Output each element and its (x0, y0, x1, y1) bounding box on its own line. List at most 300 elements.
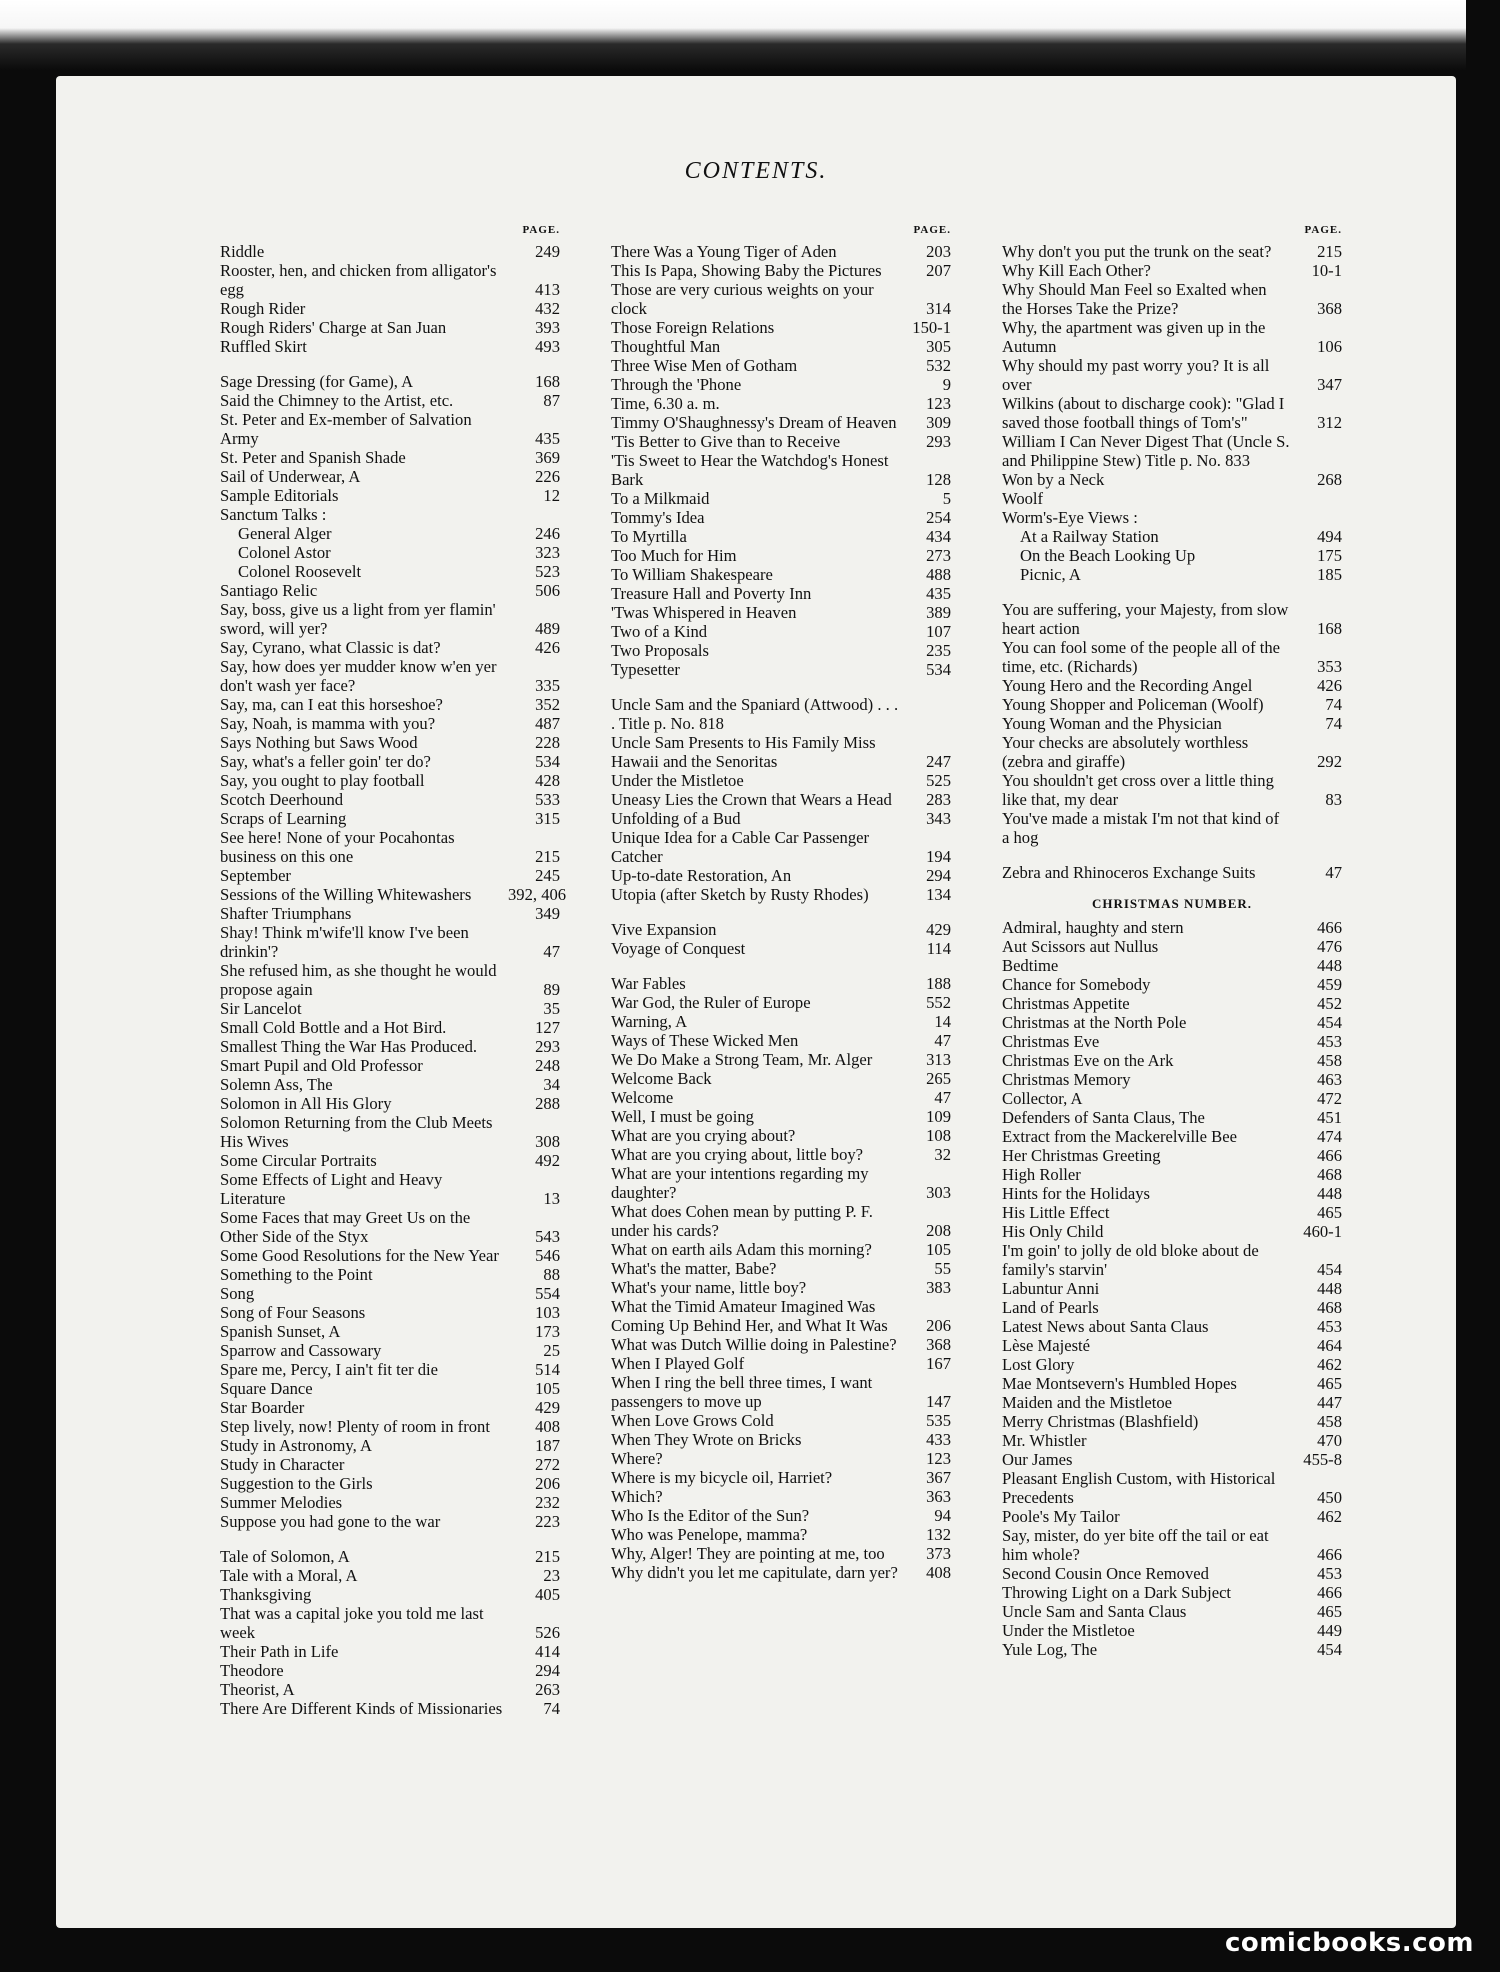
contents-entry (611, 1430, 951, 1449)
entry-title: Treasure Hall and Poverty Inn (611, 584, 812, 603)
section-gap (611, 958, 951, 974)
entry-page-number: 462 (1317, 1507, 1342, 1526)
entry-page-number: 489 (535, 619, 560, 638)
entry-page-number: 429 (926, 920, 951, 939)
entry-page-number: 470 (1317, 1431, 1342, 1450)
entry-title: Latest News about Santa Claus (1002, 1317, 1209, 1336)
entry-page-number: 248 (535, 1056, 560, 1075)
entry-page-number: 494 (1317, 527, 1342, 546)
contents-entry (611, 1297, 951, 1335)
entry-title: Merry Christmas (Blashfield) (1002, 1412, 1199, 1431)
entry-page-number: 32 (934, 1145, 951, 1164)
entry-page-number: 433 (926, 1430, 951, 1449)
section-gap (611, 679, 951, 695)
entry-title: What are your intentions regarding my daughter? (611, 1164, 869, 1202)
entry-page-number: 128 (926, 470, 951, 489)
contents-entry (1002, 1469, 1342, 1507)
entry-page-number: 323 (535, 543, 560, 562)
contents-entry (1002, 600, 1342, 638)
contents-entry (611, 508, 951, 527)
entry-title: Her Christmas Greeting (1002, 1146, 1161, 1165)
entry-title: Aut Scissors aut Nullus (1002, 937, 1159, 956)
contents-entry (220, 1642, 560, 1661)
contents-entry (611, 375, 951, 394)
entry-title: Say, Cyrano, what Classic is dat? (220, 638, 441, 657)
entry-title: Some Circular Portraits (220, 1151, 377, 1170)
entry-page-number: 273 (926, 546, 951, 565)
entry-title: Worm's-Eye Views : (1002, 508, 1138, 527)
contents-entry (220, 318, 560, 337)
entry-title: Solomon Returning from the Club Meets His Wives (220, 1113, 493, 1151)
entry-title: Warning, A (611, 1012, 688, 1031)
entry-page-number: 175 (1317, 546, 1342, 565)
entry-page-number: 12 (543, 486, 560, 505)
contents-entry (611, 1449, 951, 1468)
contents-entry (220, 733, 560, 752)
contents-column-3 (1002, 222, 1342, 1659)
entry-title: Why Should Man Feel so Exalted when the Horses Take the Prize? (1002, 280, 1267, 318)
entry-title: Christmas Eve on the Ark (1002, 1051, 1174, 1070)
entry-title: Two Proposals (611, 641, 709, 660)
entry-title: Why, Alger! They are pointing at me, too (611, 1544, 885, 1563)
entry-title: Scraps of Learning (220, 809, 347, 828)
contents-entry (1002, 1564, 1342, 1583)
entry-title: Song of Four Seasons (220, 1303, 366, 1322)
contents-entry (220, 1360, 560, 1379)
entry-page-number: 464 (1317, 1336, 1342, 1355)
entry-title: Sanctum Talks : (220, 505, 327, 524)
entry-page-number: 314 (926, 299, 951, 318)
contents-entry (220, 1474, 560, 1493)
entry-title: Won by a Neck (1002, 470, 1105, 489)
contents-entry (220, 1018, 560, 1037)
entry-page-number: 132 (926, 1525, 951, 1544)
entry-page-number: 185 (1317, 565, 1342, 584)
entry-title: Study in Astronomy, A (220, 1436, 372, 1455)
entry-page-number: 89 (543, 980, 560, 999)
entry-page-number: 432 (535, 299, 560, 318)
entry-page-number: 215 (1317, 242, 1342, 261)
contents-entry (220, 486, 560, 505)
contents-entry (1002, 918, 1342, 937)
contents-entry (220, 638, 560, 657)
contents-page (56, 76, 1456, 1928)
page-title: CONTENTS. (684, 158, 828, 184)
contents-entry (220, 1493, 560, 1512)
entry-page-number: 108 (926, 1126, 951, 1145)
contents-entry (1002, 1526, 1342, 1564)
contents-entry (1002, 975, 1342, 994)
entry-page-number: 123 (926, 1449, 951, 1468)
contents-entry (611, 280, 951, 318)
scan-corner (1466, 0, 1500, 70)
contents-entry (1002, 1602, 1342, 1621)
entry-title: See here! None of your Pocahontas business on this one (220, 828, 455, 866)
entry-page-number: 435 (535, 429, 560, 448)
contents-entry (611, 1525, 951, 1544)
entry-title: Bedtime (1002, 956, 1059, 975)
entry-title: Woolf (1002, 489, 1044, 508)
entry-title: What was Dutch Willie doing in Palestine? (611, 1335, 897, 1354)
entry-page-number: 463 (1317, 1070, 1342, 1089)
entry-title: Small Cold Bottle and a Hot Bird. (220, 1018, 447, 1037)
contents-entry (611, 1202, 951, 1240)
entry-title: At a Railway Station (1020, 527, 1159, 546)
entry-page-number: 343 (926, 809, 951, 828)
contents-entry (1002, 1241, 1342, 1279)
entry-title: Suggestion to the Girls (220, 1474, 373, 1493)
entry-title: Those Foreign Relations (611, 318, 775, 337)
entry-page-number: 245 (535, 866, 560, 885)
entry-title: Well, I must be going (611, 1107, 754, 1126)
entry-page-number: 5 (942, 489, 951, 508)
entry-page-number: 533 (535, 790, 560, 809)
entry-page-number: 393 (535, 318, 560, 337)
entry-page-number: 368 (926, 1335, 951, 1354)
page-column-header: PAGE. (913, 224, 951, 236)
entry-title: William I Can Never Digest That (Uncle S. and Philippine Stew) Title p. No. 833 (1002, 432, 1290, 470)
entry-title: Unique Idea for a Cable Car Passenger Catcher (611, 828, 870, 866)
contents-entry (220, 410, 560, 448)
entry-title: Some Good Resolutions for the New Year (220, 1246, 499, 1265)
entry-page-number: 466 (1317, 918, 1342, 937)
entry-title: There Are Different Kinds of Missionaries (220, 1699, 503, 1718)
contents-entry (220, 1303, 560, 1322)
contents-entry (1002, 1108, 1342, 1127)
entry-page-number: 265 (926, 1069, 951, 1088)
entry-title: Say, Noah, is mamma with you? (220, 714, 436, 733)
contents-entry (611, 603, 951, 622)
contents-entry (611, 356, 951, 375)
contents-entry (220, 1170, 560, 1208)
entry-title: Who Is the Editor of the Sun? (611, 1506, 810, 1525)
entry-page-number: 226 (535, 467, 560, 486)
contents-entry (220, 1265, 560, 1284)
entry-title: Say, mister, do yer bite off the tail or eat him whole? (1002, 1526, 1269, 1564)
contents-entry (611, 413, 951, 432)
contents-entry (611, 771, 951, 790)
entry-page-number: 448 (1317, 1279, 1342, 1298)
entry-title: Star Boarder (220, 1398, 305, 1417)
entry-title: She refused him, as she thought he would propose again (220, 961, 497, 999)
contents-entry (220, 790, 560, 809)
entry-title: Shay! Think m'wife'll know I've been drinkin'? (220, 923, 469, 961)
entry-page-number: 543 (535, 1227, 560, 1246)
entry-title: Land of Pearls (1002, 1298, 1099, 1317)
contents-entry (611, 318, 951, 337)
entry-title: You've made a mistak I'm not that kind of a hog (1002, 809, 1280, 847)
entry-page-number: 426 (1317, 676, 1342, 695)
entry-page-number: 474 (1317, 1127, 1342, 1146)
entry-page-number: 305 (926, 337, 951, 356)
entry-title: Christmas Eve (1002, 1032, 1100, 1051)
entry-page-number: 369 (535, 448, 560, 467)
contents-entry (220, 1075, 560, 1094)
contents-entry (611, 1088, 951, 1107)
entry-title: Why don't you put the trunk on the seat? (1002, 242, 1272, 261)
entry-page-number: 87 (543, 391, 560, 410)
contents-entry (220, 1398, 560, 1417)
entry-title: Spanish Sunset, A (220, 1322, 341, 1341)
entry-page-number: 523 (535, 562, 560, 581)
entry-page-number: 23 (543, 1566, 560, 1585)
entry-title: Something to the Point (220, 1265, 373, 1284)
contents-entry (611, 1468, 951, 1487)
entry-page-number: 429 (535, 1398, 560, 1417)
contents-entry (611, 489, 951, 508)
contents-entry (611, 261, 951, 280)
entry-page-number: 492 (535, 1151, 560, 1170)
contents-entry (1002, 1165, 1342, 1184)
entry-page-number: 535 (926, 1411, 951, 1430)
entry-title: Three Wise Men of Gotham (611, 356, 798, 375)
contents-entry (1002, 809, 1342, 847)
entry-title: When I Played Golf (611, 1354, 745, 1373)
contents-entry (1002, 771, 1342, 809)
entry-page-number: 187 (535, 1436, 560, 1455)
entry-page-number: 88 (543, 1265, 560, 1284)
entry-title: When I ring the bell three times, I want passengers to move up (611, 1373, 873, 1411)
entry-title: Under the Mistletoe (611, 771, 744, 790)
contents-entry (611, 1240, 951, 1259)
entry-title: His Little Effect (1002, 1203, 1110, 1222)
entry-title: Uneasy Lies the Crown that Wears a Head (611, 790, 892, 809)
entry-page-number: 349 (535, 904, 560, 923)
entry-title: On the Beach Looking Up (1020, 546, 1196, 565)
entry-title: Uncle Sam and Santa Claus (1002, 1602, 1187, 1621)
entry-title: Sail of Underwear, A (220, 467, 361, 486)
contents-entry (1002, 676, 1342, 695)
entry-title: Say, how does yer mudder know w'en yer don't wash yer face? (220, 657, 497, 695)
entry-page-number: 294 (926, 866, 951, 885)
contents-entry (220, 261, 560, 299)
entry-title: Typesetter (611, 660, 680, 679)
entry-title: Your checks are absolutely worthless (zebra and giraffe) (1002, 733, 1249, 771)
entry-page-number: 47 (934, 1088, 951, 1107)
contents-entry (220, 467, 560, 486)
entry-title: Rooster, hen, and chicken from alligator's egg (220, 261, 497, 299)
contents-entry (220, 1246, 560, 1265)
entry-page-number: 294 (535, 1661, 560, 1680)
entry-title: Young Shopper and Policeman (Woolf) (1002, 695, 1264, 714)
contents-entry (1002, 937, 1342, 956)
entry-title: Under the Mistletoe (1002, 1621, 1135, 1640)
contents-entry (611, 993, 951, 1012)
entry-title: Sparrow and Cassowary (220, 1341, 382, 1360)
contents-entry (1002, 714, 1342, 733)
contents-entry (1002, 546, 1342, 565)
section-gap (1002, 584, 1342, 600)
contents-entry (611, 939, 951, 958)
entry-page-number: 215 (535, 1547, 560, 1566)
entry-page-number: 235 (926, 641, 951, 660)
entry-title: Rough Rider (220, 299, 306, 318)
entry-title: Step lively, now! Plenty of room in front (220, 1417, 490, 1436)
entry-title: Who was Penelope, mamma? (611, 1525, 808, 1544)
contents-entry (611, 695, 951, 733)
entry-title: September (220, 866, 291, 885)
entry-page-number: 74 (1325, 695, 1342, 714)
entry-page-number: 506 (535, 581, 560, 600)
contents-entry (220, 885, 567, 904)
entry-title: Uncle Sam and the Spaniard (Attwood) . . . . Title p. No. 818 (611, 695, 899, 733)
contents-entry (220, 1113, 560, 1151)
contents-entry (1002, 1450, 1342, 1469)
contents-entry (220, 828, 560, 866)
entry-page-number: 466 (1317, 1146, 1342, 1165)
contents-entry (611, 885, 951, 904)
contents-entry (611, 565, 951, 584)
entry-title: Sir Lancelot (220, 999, 302, 1018)
entry-title: Picnic, A (1020, 565, 1081, 584)
contents-entry (220, 242, 560, 261)
entry-title: Utopia (after Sketch by Rusty Rhodes) (611, 885, 869, 904)
entry-title: Why, the apartment was given up in the Autumn (1002, 318, 1266, 356)
contents-entry (1002, 733, 1342, 771)
entry-page-number: 554 (535, 1284, 560, 1303)
entry-page-number: 228 (535, 733, 560, 752)
contents-entry (220, 1661, 560, 1680)
entry-title: Why Kill Each Other? (1002, 261, 1151, 280)
entry-page-number: 246 (535, 524, 560, 543)
entry-title: Say, boss, give us a light from yer flamin' sword, will yer? (220, 600, 496, 638)
entry-page-number: 462 (1317, 1355, 1342, 1374)
entry-title: Where? (611, 1449, 663, 1468)
contents-entry (220, 1322, 560, 1341)
contents-entry (611, 660, 951, 679)
entry-page-number: 449 (1317, 1621, 1342, 1640)
contents-entry (220, 1284, 560, 1303)
page-column-header: PAGE. (522, 224, 560, 236)
entry-title: Say, ma, can I eat this horseshoe? (220, 695, 443, 714)
entry-page-number: 493 (535, 337, 560, 356)
entry-title: His Only Child (1002, 1222, 1104, 1241)
entry-title: High Roller (1002, 1165, 1081, 1184)
entry-title: St. Peter and Spanish Shade (220, 448, 406, 467)
entry-title: Uncle Sam Presents to His Family Miss Hawaii and the Senoritas (611, 733, 876, 771)
entry-page-number: 335 (535, 676, 560, 695)
entry-title: Which? (611, 1487, 663, 1506)
entry-page-number: 208 (926, 1221, 951, 1240)
contents-entry (611, 337, 951, 356)
entry-page-number: 206 (926, 1316, 951, 1335)
entry-page-number: 105 (926, 1240, 951, 1259)
contents-entry (220, 1417, 560, 1436)
contents-entry (611, 546, 951, 565)
entry-title: Admiral, haughty and stern (1002, 918, 1184, 937)
entry-page-number: 247 (926, 752, 951, 771)
entry-title: Wilkins (about to discharge cook): "Glad I saved those football things of Tom's" (1002, 394, 1285, 432)
contents-column-1 (220, 222, 567, 1718)
contents-entry (220, 695, 560, 714)
contents-entry (1002, 994, 1342, 1013)
entry-page-number: 194 (926, 847, 951, 866)
section-gap (220, 1531, 560, 1547)
contents-entry (220, 1151, 560, 1170)
entry-page-number: 35 (543, 999, 560, 1018)
entry-page-number: 10-1 (1311, 261, 1342, 280)
entry-page-number: 468 (1317, 1165, 1342, 1184)
entry-title: 'Tis Sweet to Hear the Watchdog's Honest Bark (611, 451, 889, 489)
contents-entry (220, 372, 560, 391)
contents-entry (1002, 1089, 1342, 1108)
contents-entry (611, 1335, 951, 1354)
contents-entry (611, 1107, 951, 1126)
contents-entry (220, 1094, 560, 1113)
entry-page-number: 453 (1317, 1317, 1342, 1336)
contents-entry (611, 733, 951, 771)
contents-entry (1002, 394, 1342, 432)
entry-title: To a Milkmaid (611, 489, 710, 508)
contents-entry (611, 584, 951, 603)
entry-title: Christmas at the North Pole (1002, 1013, 1187, 1032)
contents-entry (1002, 1013, 1342, 1032)
entry-page-number: 454 (1317, 1640, 1342, 1659)
entry-title: When They Wrote on Bricks (611, 1430, 802, 1449)
entry-page-number: 203 (926, 242, 951, 261)
contents-entry (1002, 1374, 1342, 1393)
entry-title: Santiago Relic (220, 581, 318, 600)
contents-entry (220, 904, 560, 923)
entry-page-number: 458 (1317, 1051, 1342, 1070)
contents-entry (1002, 242, 1342, 261)
entry-page-number: 293 (926, 432, 951, 451)
contents-entry (1002, 1393, 1342, 1412)
contents-entry (220, 299, 560, 318)
entry-title: St. Peter and Ex-member of Salvation Army (220, 410, 472, 448)
entry-page-number: 127 (535, 1018, 560, 1037)
entry-title: Welcome Back (611, 1069, 712, 1088)
entry-page-number: 83 (1325, 790, 1342, 809)
contents-entry (220, 562, 560, 581)
entry-title: Two of a Kind (611, 622, 708, 641)
entry-page-number: 526 (535, 1623, 560, 1642)
contents-entry (220, 391, 560, 410)
contents-entry (1002, 1412, 1342, 1431)
contents-entry (1002, 527, 1342, 546)
entry-title: Voyage of Conquest (611, 939, 746, 958)
entry-title: Scotch Deerhound (220, 790, 344, 809)
entry-page-number: 249 (535, 242, 560, 261)
entry-page-number: 472 (1317, 1089, 1342, 1108)
contents-entry (1002, 280, 1342, 318)
contents-entry (611, 1069, 951, 1088)
entry-title: Mae Montsevern's Humbled Hopes (1002, 1374, 1237, 1393)
contents-entry (1002, 1070, 1342, 1089)
entry-page-number: 313 (926, 1050, 951, 1069)
entry-title: Sample Editorials (220, 486, 339, 505)
entry-title: Time, 6.30 a. m. (611, 394, 720, 413)
contents-entry (1002, 432, 1342, 470)
entry-title: Smallest Thing the War Has Produced. (220, 1037, 478, 1056)
entry-page-number: 453 (1317, 1564, 1342, 1583)
entry-title: War God, the Ruler of Europe (611, 993, 811, 1012)
entry-title: Where is my bicycle oil, Harriet? (611, 1468, 833, 1487)
entry-page-number: 367 (926, 1468, 951, 1487)
entry-page-number: 312 (1317, 413, 1342, 432)
contents-entry (611, 828, 951, 866)
entry-page-number: 109 (926, 1107, 951, 1126)
entry-page-number: 405 (535, 1585, 560, 1604)
contents-entry (220, 866, 560, 885)
entry-title: You can fool some of the people all of the time, etc. (Richards) (1002, 638, 1281, 676)
entry-title: Suppose you had gone to the war (220, 1512, 441, 1531)
contents-entry (611, 432, 951, 451)
entry-page-number: 232 (535, 1493, 560, 1512)
entry-title: Christmas Memory (1002, 1070, 1131, 1089)
entry-title: 'Twas Whispered in Heaven (611, 603, 797, 622)
contents-entry (611, 641, 951, 660)
